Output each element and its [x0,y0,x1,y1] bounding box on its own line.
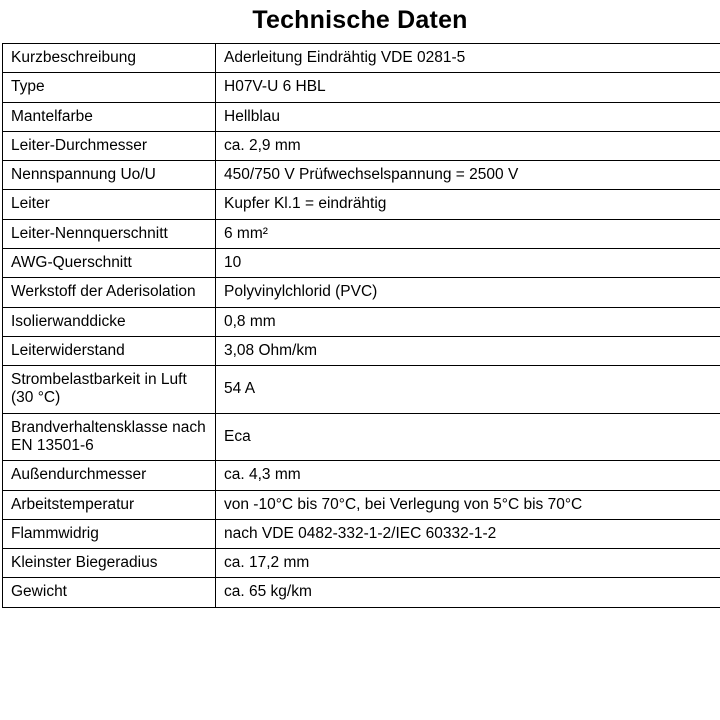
table-row [3,461,720,490]
row-label: Gewicht [3,578,216,607]
table-row [3,278,720,307]
table-row [3,131,720,160]
table-row [3,219,720,248]
row-label: Brandverhaltensklasse nach EN 13501-6 [3,413,216,461]
row-value: Hellblau [216,102,720,131]
table-row [3,519,720,548]
row-value: von -10°C bis 70°C, bei Verlegung von 5°C bis 70°C [216,490,720,519]
row-value: 0,8 mm [216,307,720,336]
row-value: Polyvinylchlorid (PVC) [216,278,720,307]
row-label: Leiter-Nennquerschnitt [3,219,216,248]
row-value: 3,08 Ohm/km [216,336,720,365]
row-label: Werkstoff der Aderisolation [3,278,216,307]
row-value: nach VDE 0482-332-1-2/IEC 60332-1-2 [216,519,720,548]
technical-data-table [2,43,720,608]
table-row [3,578,720,607]
row-value: ca. 2,9 mm [216,131,720,160]
table-row [3,307,720,336]
row-label: Leiter [3,190,216,219]
row-value: ca. 17,2 mm [216,549,720,578]
row-label: Type [3,73,216,102]
row-label: Flammwidrig [3,519,216,548]
table-row [3,190,720,219]
row-label: Arbeitstemperatur [3,490,216,519]
row-value: H07V-U 6 HBL [216,73,720,102]
table-row [3,413,720,461]
table-row [3,366,720,414]
row-label: Strombelastbarkeit in Luft (30 °C) [3,366,216,414]
row-value: Aderleitung Eindrähtig VDE 0281-5 [216,44,720,73]
table-row [3,248,720,277]
row-label: Mantelfarbe [3,102,216,131]
table-row [3,102,720,131]
table-row [3,336,720,365]
table-row [3,161,720,190]
page-title: Technische Daten [252,6,468,34]
row-label: AWG-Querschnitt [3,248,216,277]
row-label: Leiter-Durchmesser [3,131,216,160]
table-row [3,73,720,102]
table-row [3,44,720,73]
row-value: 54 A [216,366,720,414]
row-value: 6 mm² [216,219,720,248]
row-value: Eca [216,413,720,461]
row-label: Außendurchmesser [3,461,216,490]
row-value: ca. 65 kg/km [216,578,720,607]
row-label: Leiterwiderstand [3,336,216,365]
row-value: 450/750 V Prüfwechselspannung = 2500 V [216,161,720,190]
row-label: Isolierwanddicke [3,307,216,336]
table-row [3,549,720,578]
row-value: ca. 4,3 mm [216,461,720,490]
row-value: 10 [216,248,720,277]
row-value: Kupfer Kl.1 = eindrähtig [216,190,720,219]
row-label: Nennspannung Uo/U [3,161,216,190]
table-row [3,490,720,519]
row-label: Kleinster Biegeradius [3,549,216,578]
row-label: Kurzbeschreibung [3,44,216,73]
